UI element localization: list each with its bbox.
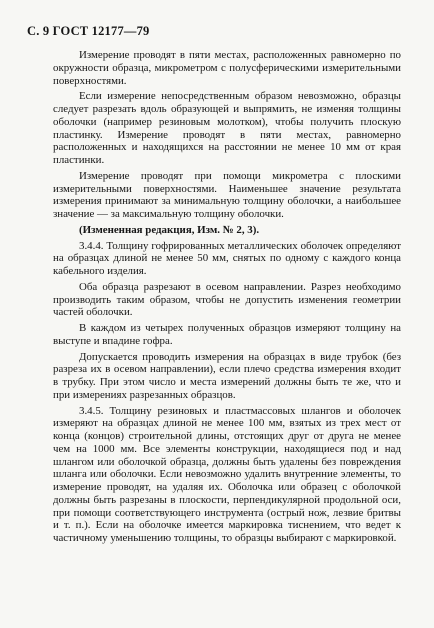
- paragraph: Измерение проводят при помощи микрометра с плоскими измерительными поверхностями. Наименьшее значение результата измерения принимают за минимальную толщину оболочки, а наибольшее значение — за максимальную толщину оболочки.: [53, 169, 401, 220]
- document-body: [53, 49, 401, 548]
- paragraph: Оба образца разрезают в осевом направлении. Разрез необходимо производить таким образом, чтобы не допустить изменения геометрии частей оболочки.: [53, 280, 401, 319]
- paragraph: В каждом из четырех полученных образцов измеряют толщину на выступе и впадине гофра.: [53, 322, 401, 347]
- amendment-note: (Измененная редакция, Изм. № 2, 3).: [79, 223, 260, 236]
- paragraph: Измерение проводят в пяти местах, расположенных равномерно по окружности образца, микрометром с полусферическими измерительными поверхностями.: [53, 49, 401, 87]
- paragraph: Если измерение непосредственным образом невозможно, образцы следует разрезать вдоль образующей и выпрямить, не изменяя толщины оболочки (например резиновым молотком), чтобы получить плоскую пластинку. Измерение проводят в пяти местах, равномерно расположенных и находящихся на расстоянии не менее 10 мм от края пластинки.: [53, 90, 401, 166]
- paragraph: Допускается проводить измерения на образцах в виде трубок (без разреза их в осевом направлении), если плечо средства измерения входит в трубку. При этом число и места измерений должны быть те же, что и при измерениях разрезанных образцов.: [53, 350, 401, 401]
- page-header: С. 9 ГОСТ 12177—79: [27, 24, 150, 38]
- paragraph: 3.4.5. Толщину резиновых и пластмассовых шлангов и оболочек измеряют на образцах длиной не менее 100 мм, взятых из трех мест от конца (концов) строительной длины, отстоящих друг от друга не менее чем на 1000 мм. Все элементы конструкции, находящиеся под и над шлангом или оболочкой образца, должны быть удалены без повреждения шланга или оболочки. Если невозможно удалить внутренние элементы, то измерение проводят, на удаляя их. Оболочка или образец с оболочкой должны быть разрезаны в плоскости, перпендикулярной продольной оси, при помощи соответствующего инструмента (острый нож, лезвие бритвы и т. п.). Если на оболочке имеется маркировка тиснением, что ведет к частичному уменьшению толщины, то образцы выбирают с маркировкой.: [53, 404, 401, 544]
- paragraph: 3.4.4. Толщину гофрированных металлических оболочек определяют на образцах длиной не менее 50 мм, снятых по одному с каждого конца кабельного изделия.: [53, 239, 401, 277]
